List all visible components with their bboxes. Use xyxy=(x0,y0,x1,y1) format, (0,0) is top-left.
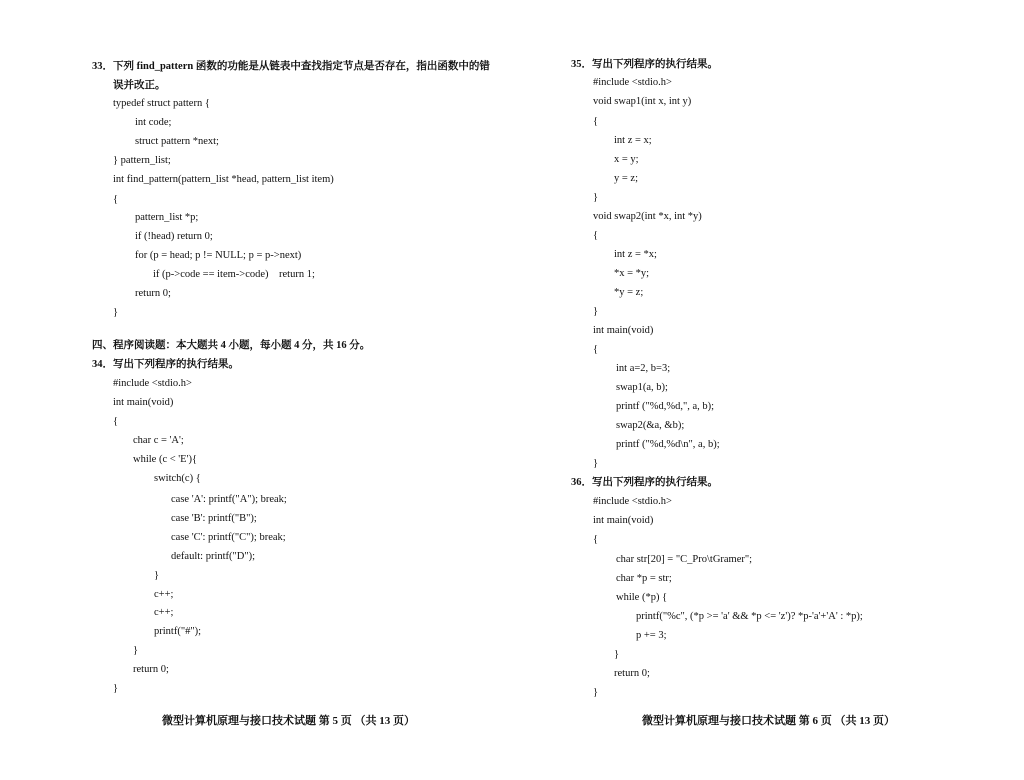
code-line: return 0; xyxy=(133,664,169,675)
code-line: if (!head) return 0; xyxy=(135,231,213,242)
code-line: } xyxy=(593,458,599,469)
code-line: } xyxy=(133,645,139,656)
page-footer: 微型计算机原理与接口技术试题 第 5 页 （共 13 页） xyxy=(162,715,415,727)
code-line: } xyxy=(154,570,160,581)
code-line: swap1(a, b); xyxy=(616,382,668,393)
code-line: int main(void) xyxy=(113,397,174,408)
code-line: } xyxy=(593,687,599,698)
question-36-title: 36．写出下列程序的执行结果。 xyxy=(571,477,718,488)
code-line: printf("%c", (*p >= 'a' && *p <= 'z')? *p-'a'+'A' : *p); xyxy=(636,611,863,622)
page-footer: 微型计算机原理与接口技术试题 第 6 页 （共 13 页） xyxy=(642,715,895,727)
code-line: { xyxy=(593,534,599,545)
question-35-title: 35．写出下列程序的执行结果。 xyxy=(571,59,718,70)
section-four-heading: 四、程序阅读题：本大题共 4 小题，每小题 4 分，共 16 分。 xyxy=(92,340,371,351)
code-line: { xyxy=(593,116,599,127)
code-line: c++; xyxy=(154,607,174,618)
code-line: { xyxy=(593,344,599,355)
question-34-title: 34．写出下列程序的执行结果。 xyxy=(92,359,239,370)
code-line: case 'C': printf("C"); break; xyxy=(171,532,286,543)
code-line: return 0; xyxy=(135,288,171,299)
code-line: char str[20] = "C_Pro\tGramer"; xyxy=(616,554,753,565)
code-line: int find_pattern(pattern_list *head, pattern_list item) xyxy=(113,174,334,185)
code-line: int a=2, b=3; xyxy=(616,363,671,374)
code-line: printf ("%d,%d\n", a, b); xyxy=(616,439,720,450)
code-line: int main(void) xyxy=(593,515,654,526)
code-line: swap2(&a, &b); xyxy=(616,420,685,431)
code-line: { xyxy=(593,230,599,241)
question-33-title-cont: 误并改正。 xyxy=(113,80,166,91)
code-line: { xyxy=(113,416,119,427)
question-33-title: 33．下列 find_pattern 函数的功能是从链表中查找指定节点是否存在，指出函数中的错 xyxy=(92,61,490,72)
code-line: pattern_list *p; xyxy=(135,212,199,223)
code-line: printf("#"); xyxy=(154,626,202,637)
code-line: for (p = head; p != NULL; p = p->next) xyxy=(135,250,302,261)
code-line: x = y; xyxy=(614,154,639,165)
code-line: switch(c) { xyxy=(154,473,201,484)
code-line: struct pattern *next; xyxy=(135,136,219,147)
code-line: void swap1(int x, int y) xyxy=(593,96,692,107)
code-line: if (p->code == item->code) return 1; xyxy=(153,269,315,280)
code-line: { xyxy=(113,194,119,205)
code-line: p += 3; xyxy=(636,630,667,641)
code-line: } xyxy=(113,307,119,318)
code-line: int z = *x; xyxy=(614,249,657,260)
code-line: } xyxy=(593,192,599,203)
code-line: } pattern_list; xyxy=(113,155,171,166)
code-line: } xyxy=(593,306,599,317)
code-line: typedef struct pattern { xyxy=(113,98,210,109)
code-line: y = z; xyxy=(614,173,638,184)
code-line: #include <stdio.h> xyxy=(593,496,672,507)
code-line: *x = *y; xyxy=(614,268,650,279)
code-line: c++; xyxy=(154,589,174,600)
right-page xyxy=(512,0,1024,780)
code-line: char *p = str; xyxy=(616,573,672,584)
code-line: #include <stdio.h> xyxy=(593,77,672,88)
code-line: default: printf("D"); xyxy=(171,551,256,562)
code-line: int z = x; xyxy=(614,135,652,146)
code-line: void swap2(int *x, int *y) xyxy=(593,211,702,222)
code-line: while (*p) { xyxy=(616,592,668,603)
code-line: } xyxy=(113,683,119,694)
code-line: case 'A': printf("A"); break; xyxy=(171,494,287,505)
code-line: while (c < 'E'){ xyxy=(133,454,198,465)
code-line: printf ("%d,%d,", a, b); xyxy=(616,401,715,412)
code-line: } xyxy=(614,649,620,660)
code-line: *y = z; xyxy=(614,287,644,298)
code-line: char c = 'A'; xyxy=(133,435,184,446)
code-line: int main(void) xyxy=(593,325,654,336)
code-line: int code; xyxy=(135,117,172,128)
code-line: #include <stdio.h> xyxy=(113,378,192,389)
code-line: return 0; xyxy=(614,668,650,679)
code-line: case 'B': printf("B"); xyxy=(171,513,257,524)
